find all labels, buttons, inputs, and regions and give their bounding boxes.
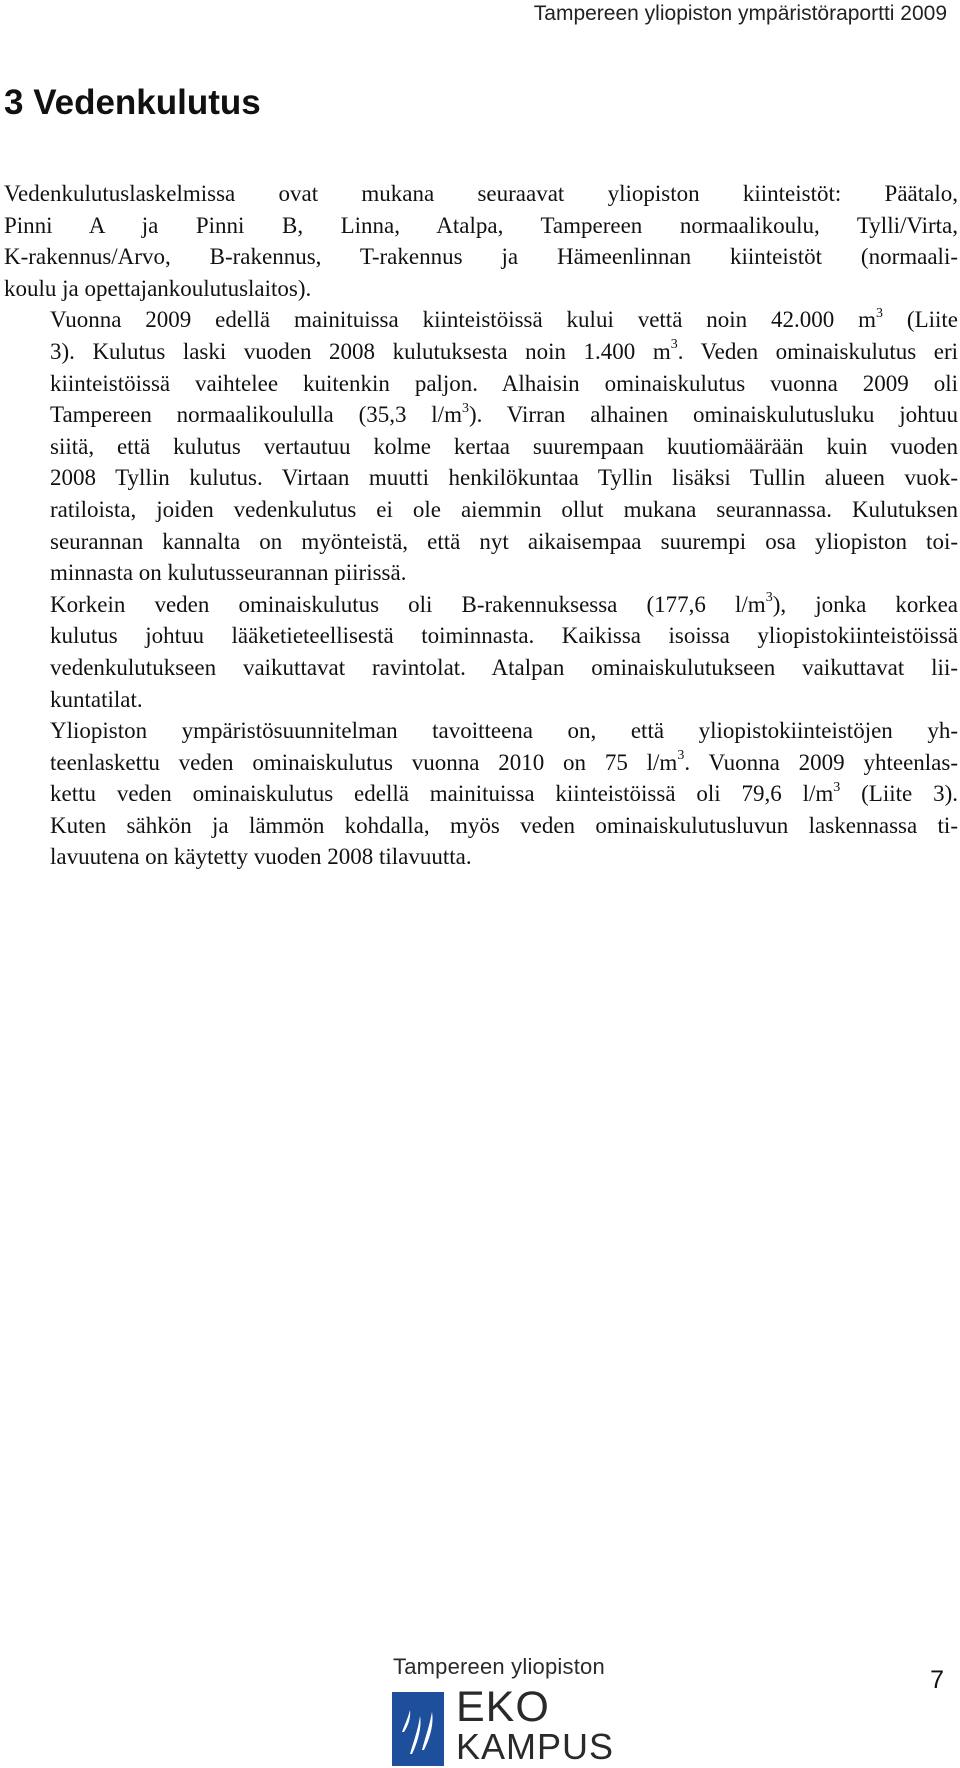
text-line: lavuutena on käytetty vuoden 2008 tilavuutta. [50,844,472,870]
text-line: 2008 Tyllin kulutus. Virtaan muutti henkilökuntaa Tyllin lisäksi Tullin alueen vuok- [50,465,958,491]
text-line: kulutus johtuu lääketieteellisestä toiminnasta. Kaikissa isoissa yliopistokiinteistöissä [50,623,958,649]
text-line: Vuonna 2009 edellä mainituissa kiinteistöissä kului vettä noin 42.000 $m^3$ (Liite [50,305,959,333]
text-line: Yliopiston ympäristösuunnitelman tavoitteena on, että yliopistokiinteistöjen yh- [50,718,958,744]
text-line: kiinteistöissä vaihtelee kuitenkin paljon. Alhaisin ominaiskulutus vuonna 2009 oli [50,370,958,396]
paragraph-highest-consumption [4,589,958,715]
text-line: ratiloista, joiden vedenkulutus ei ole aiemmin ollut mukana seurannassa. Kulutuksen [50,496,958,522]
page-number: 7 [930,1666,944,1694]
text-line: vedenkulutukseen vaikuttavat ravintolat. Atalpan ominaiskulutukseen vaikuttavat lii- [50,654,958,680]
chapter-title: 3 Vedenkulutus [4,83,261,122]
text-line: koulu ja opettajankoulutuslaitos). [4,275,312,301]
paragraph-target [4,715,958,873]
text-line: Kuten sähkön ja lämmön kohdalla, myös veden ominaiskulutusluvun laskennassa ti- [50,812,958,838]
text-line: Tampereen normaalikoululla (35,3 $l/m^3$). Virran alhainen ominaiskulutusluku johtuu [50,400,958,428]
text-line: K-rakennus/Arvo, B-rakennus, T-rakennus ja Hämeenlinnan kiinteistöt (normaali- [4,244,958,270]
paragraph-consumption-2009 [4,304,958,588]
text-line: Vedenkulutuslaskelmissa ovat mukana seuraavat yliopiston kiinteistöt: Päätalo, [4,181,958,206]
text-line: teenlaskettu veden ominaiskulutus vuonna 2010 on 75 $l/m^3$. Vuonna 2009 yhteenlas- [50,748,958,775]
logo-eko-text: EKO [456,1683,550,1731]
text-line: siitä, että kulutus vertautuu kolme kertaa suurempaan kuutiomäärään kuin vuoden [50,433,958,459]
leaf-emblem-icon [392,1692,444,1766]
running-header: Tampereen yliopiston ympäristöraportti 2009 [533,2,947,25]
logo-kampus-text: KAMPUS [456,1726,615,1767]
text-line: minnasta on kulutusseurannan piirissä. [50,560,407,586]
text-line: Pinni A ja Pinni B, Linna, Atalpa, Tampereen normaalikoulu, Tylli/Virta, [4,212,958,238]
text-line: 3). Kulutus laski vuoden 2008 kulutuksesta noin 1.400 $m^3$. Veden ominaiskulutus eri [50,337,958,364]
text-line: seurannan kannalta on myönteistä, että nyt aikaisempaa suurempi osa yliopiston toi- [50,528,958,554]
ekokampus-logo [392,1654,692,1766]
text-line: Korkein veden ominaiskulutus oli B-rakennuksessa (177,6 $l/m^3$), jonka korkea [50,590,958,617]
paragraph-buildings [4,178,958,304]
body-text [4,178,958,873]
text-line: kettu veden ominaiskulutus edellä mainituissa kiinteistöissä oli 79,6 $l/m^3$ (Liite 3). [50,779,959,807]
logo-university-text: Tampereen yliopiston [393,1654,605,1679]
text-line: kuntatilat. [50,686,143,712]
